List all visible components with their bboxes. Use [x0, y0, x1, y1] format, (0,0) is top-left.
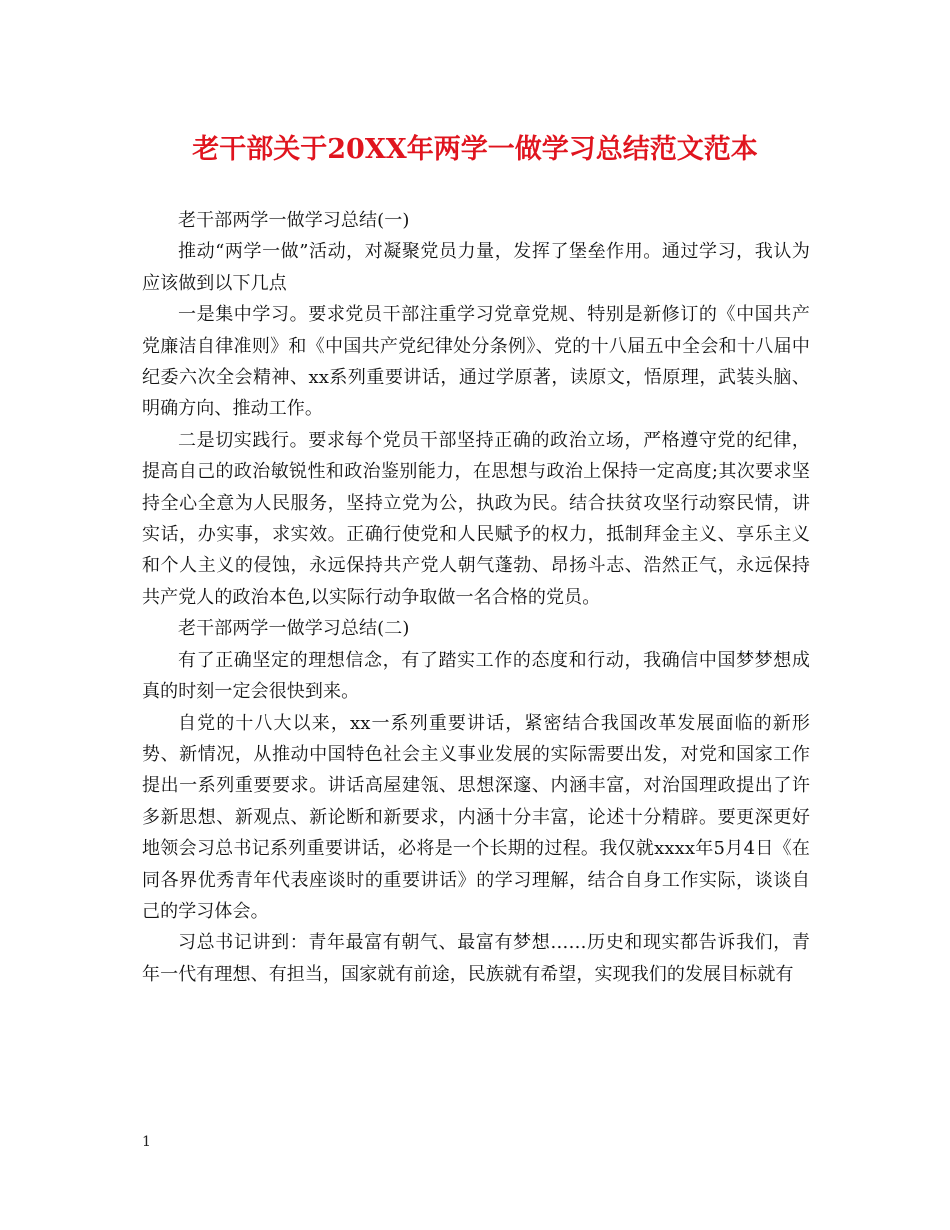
paragraph: 自党的十八大以来，xx一系列重要讲话，紧密结合我国改革发展面临的新形势、新情况，从推动中国特色社会主义事业发展的实际需要出发，对党和国家工作提出一系列重要要求。讲话高屋建瓴、思想深邃、内涵丰富，对治国理政提出了许多新思想、新观点、新论断和新要求，内涵十分丰富，论述十分精辟。要更深更好地领会习总书记系列重要讲话，必将是一个长期的过程。我仅就xxxx年5月4日《在同各界优秀青年代表座谈时的重要讲话》的学习理解，结合自身工作实际，谈谈自己的学习体会。: [142, 712, 810, 922]
section-heading-2: 老干部两学一做学习总结(二): [178, 618, 410, 640]
paragraph: 一是集中学习。要求党员干部注重学习党章党规、特别是新修订的《中国共产党廉洁自律准则》和《中国共产党纪律处分条例》、党的十八届五中全会和十八届中纪委六次全会精神、xx系列重要讲话，通过学原著，读原文，悟原理，武装头脑、明确方向、推动工作。: [142, 304, 810, 420]
paragraph: 习总书记讲到：青年最富有朝气、最富有梦想……历史和现实都告诉我们，青年一代有理想、有担当，国家就有前途，民族就有希望，实现我们的发展目标就有: [142, 932, 810, 985]
page-number: 1: [142, 1134, 151, 1150]
section-heading-1: 老干部两学一做学习总结(一): [178, 210, 410, 231]
paragraph: 有了正确坚定的理想信念，有了踏实工作的态度和行动，我确信中国梦梦想成真的时刻一定会很快到来。: [142, 649, 810, 703]
paragraph: 推动“两学一做”活动，对凝聚党员力量，发挥了堡垒作用。通过学习，我认为应该做到以下几点: [142, 241, 810, 294]
document-title: 老干部关于20XX年两学一做学习总结范文范本: [192, 134, 758, 165]
paragraph: 二是切实践行。要求每个党员干部坚持正确的政治立场，严格遵守党的纪律，提高自己的政治敏锐性和政治鉴别能力，在思想与政治上保持一定高度;其次要求坚持全心全意为人民服务，坚持立党为公，执政为民。结合扶贫攻坚行动察民情，讲实话，办实事，求实效。正确行使党和人民赋予的权力，抵制拜金主义、享乐主义和个人主义的侵蚀，永远保持共产党人朝气蓬勃、昂扬斗志、浩然正气，永远保持共产党人的政治本色,以实际行动争取做一名合格的党员。: [142, 429, 810, 608]
document-body: [142, 205, 810, 990]
